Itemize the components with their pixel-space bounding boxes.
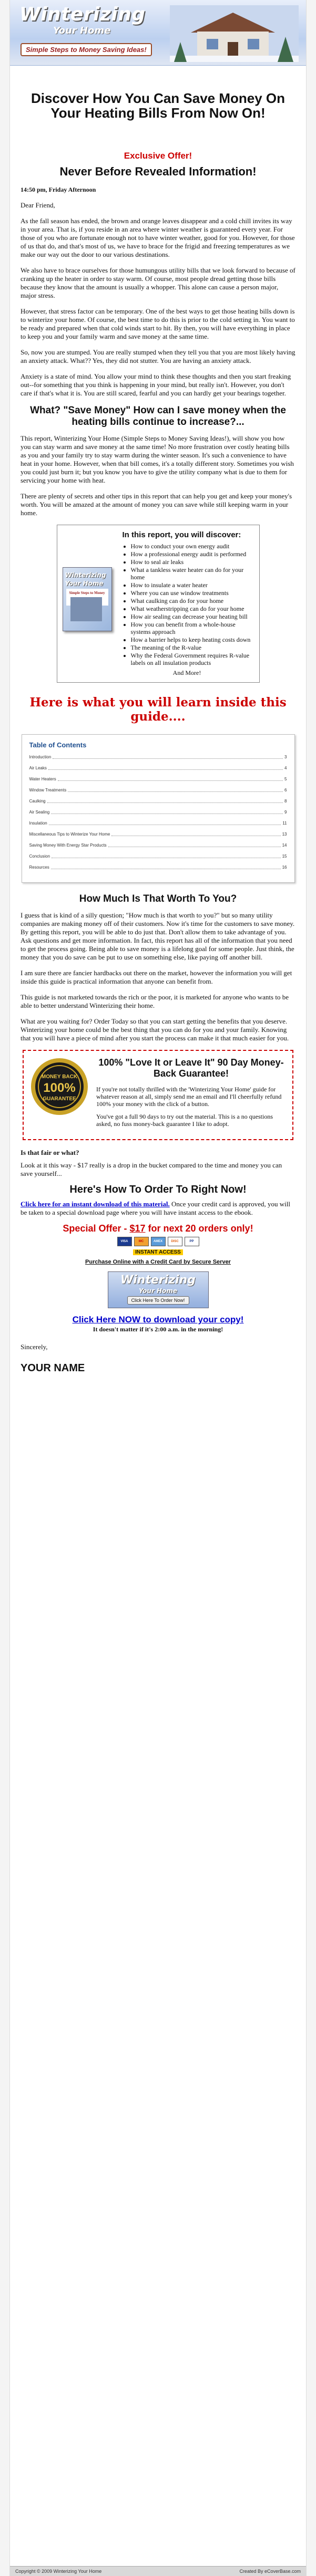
toc-row: [29, 810, 287, 815]
toc-page: 16: [282, 865, 287, 870]
logo-word: Winterizing: [19, 4, 146, 25]
ebook-subtitle: Simple Steps to Money: [66, 589, 108, 606]
ebook-cover-image: [63, 567, 115, 677]
seal-top-text: MONEY BACK: [41, 1074, 78, 1080]
discover-box: [57, 525, 260, 683]
mastercard-icon: MC: [134, 1237, 149, 1246]
toc-row: [29, 766, 287, 771]
report-paragraph: This report, Winterizing Your Home (Simple Steps to Money Saving Ideas!), will show you how you can stay warm and save money at the same time! No more frustration over costly heating bills as you and your family try to stay warm during the winter season. It's such a convenience to have heat in your home. However, when that bill comes, it's a totally different story. Sometimes you wish you could just burn it; but you know you have to give the utility company what is due to them for servicing your home with heat.: [21, 434, 294, 484]
instant-access-badge: [21, 1247, 295, 1257]
toc-entry: Insulation: [29, 821, 47, 826]
intro-paragraph: As the fall season has ended, the brown and orange leaves disappear and a cold chill invites its way in your area. That is, if you reside in an area where winter weather is guaranteed every year. For those of you who are fortunate enough not to have winter weather, good for you. However, for those of us that do, and that's most of us, we have to brace for the frigid and freezing temperatures as we make our way out the door to our various destinations.: [21, 217, 295, 258]
discover-item: • What caulking can do for your home: [131, 597, 252, 604]
toc-page: 13: [282, 832, 287, 837]
discover-item: • What weatherstripping can do for your home: [131, 605, 252, 612]
toc-page: 11: [282, 821, 287, 826]
toc-leader: [111, 832, 280, 836]
order-heading: Here's How To Order To Right Now!: [69, 1184, 247, 1195]
toc-row: [29, 799, 287, 804]
guarantee-paragraph: If you're not totally thrilled with the 'Winterizing Your Home' guide for whatever reason at all, simply send me an email and I'll cheerfully refund 100% your money with the click of a button.: [96, 1086, 282, 1108]
intro-paragraph: However, that stress factor can be temporary. One of the best ways to get those heating bills down is to winterize your home. Of course, the best time to do this is prior to the cold setting in. You want to be ready and prepared when that cold winds start to hit. By then, you will have everything in place to keep you and your family warm and save money at the same time.: [21, 307, 295, 340]
visa-icon: VISA: [117, 1237, 132, 1246]
discover-item: • How you can benefit from a whole-house systems approach: [131, 621, 252, 635]
paypal-icon: PP: [185, 1237, 199, 1246]
special-suffix: for next 20 orders only!: [145, 1223, 253, 1234]
amex-icon: AMEX: [151, 1237, 166, 1246]
toc-entry: Conclusion: [29, 854, 50, 859]
guarantee-text: [96, 1057, 286, 1133]
worth-paragraph: I am sure there are fancier hardbacks out there on the market, however the information you will get inside this guide is practical information that anyone can benefit from.: [21, 969, 292, 985]
toc-row: [29, 777, 287, 782]
toc-leader: [49, 821, 281, 825]
intro-paragraph: So, now you are stumped. You are really stumped when they tell you that you are most likely having an anxiety attack. What?? Yes, they did not stutter. You are having an anxiety attack.: [21, 348, 295, 364]
seal-bottom-text: GUARANTEE: [43, 1096, 76, 1102]
toc-page: 14: [282, 843, 287, 848]
toc-row: [29, 854, 287, 859]
toc-entry: Caulking: [29, 799, 46, 804]
toc-page: 9: [284, 810, 287, 815]
toc-page: 3: [284, 755, 287, 759]
discover-item: • Why the Federal Government requires R-value labels on all insulation products: [131, 652, 252, 666]
worth-heading: How Much Is That Worth To You?: [79, 893, 237, 904]
instant-download-link[interactable]: Click here for an instant download of this material.: [21, 1200, 170, 1208]
toc-page: 15: [282, 854, 287, 859]
order-text: Once your credit card is approved, you will be taken to a special download page where you will have instant access to the ebook.: [21, 1200, 290, 1216]
special-offer: [21, 1224, 295, 1233]
drop-in-bucket: Look at it this way - $17 really is a drop in the bucket compared to the time and money you can save yourself...: [21, 1161, 282, 1177]
discover-item: • How a barrier helps to keep heating costs down: [131, 636, 252, 643]
discover-section: [21, 525, 295, 683]
guarantee-seal-icon: [30, 1057, 89, 1116]
toc-page: 8: [284, 799, 287, 804]
discover-item: • How air sealing can decrease your heating bill: [131, 613, 252, 620]
learn-heading: Here is what you will learn inside this guide....: [29, 695, 287, 724]
discover-item: • Where you can use window treatments: [131, 589, 252, 597]
worth-paragraph: What are you waiting for? Order Today so that you can start getting the benefits that you deserve. Winterizing your home could be the best thing that you can do for you and your family. Knowing that you will have a piece of mind after you start the process can make it that much easier for you.: [21, 1017, 289, 1042]
payment-cards: [21, 1237, 295, 1246]
toc-page: 6: [284, 788, 287, 792]
special-price: $17: [129, 1223, 146, 1234]
discover-list: [123, 543, 252, 666]
toc-entry: Air Leaks: [29, 766, 47, 770]
created-by: Created By eCoverBase.com: [239, 2569, 301, 2574]
worth-paragraph: I guess that is kind of a silly question; "How much is that worth to you?" but so many utility companies are making money off of their customers. Now it's time for the customers to save money. By getting this report, you will be able to do just that. Don't allow them to take advantage of you. Ask questions and get more information. In fact, this report has all of the information that you need to get the process going. Being able to save money is a lifelong goal for some people. Just think, the money that you do save can be put to use on something else, like paying off another bill.: [21, 911, 295, 961]
ebook-cover: [63, 567, 112, 631]
toc-page: 4: [284, 766, 287, 770]
exclusive-offer: Exclusive Offer!: [124, 151, 192, 161]
fair-question: Is that fair or what?: [21, 1149, 79, 1156]
discover-item: • How to seal air leaks: [131, 558, 252, 566]
instant-access-label: INSTANT ACCESS: [133, 1249, 183, 1255]
guarantee-box: [23, 1050, 293, 1140]
order-banner-logo: Winterizing: [120, 1274, 196, 1287]
worth-paragraph: This guide is not marketed towards the rich or the poor, it is marketed for anyone who wants to be able to better understand Winterizing their home.: [21, 993, 289, 1009]
toc-title: Table of Contents: [29, 741, 87, 749]
toc-entry: Miscellaneous Tips to Winterize Your Home: [29, 832, 110, 837]
toc-entry: Window Treatments: [29, 788, 67, 792]
toc-leader: [58, 777, 283, 781]
toc-row: [29, 788, 287, 793]
toc-row: [29, 755, 287, 760]
sincerely: Sincerely,: [21, 1343, 48, 1351]
toc-leader: [52, 854, 281, 858]
toc-leader: [47, 799, 283, 803]
discover-item: • How a professional energy audit is performed: [131, 550, 252, 558]
report-paragraph: There are plenty of secrets and other tips in this report that can help you get and keep your money's worth. You will be amazed at the amount of money you can save while still keeping warm in your home.: [21, 492, 292, 517]
sales-page: [9, 0, 307, 2576]
discover-more: And More!: [172, 669, 201, 676]
guarantee-paragraph: You've got a full 90 days to try out the material. This is a no questions asked, no fuss money-back guarantee I like to adopt.: [96, 1113, 273, 1128]
content: [10, 66, 306, 1372]
toc-entry: Saving Money With Energy Star Products: [29, 843, 107, 848]
discover-item: • What a tankless water heater can do for your home: [131, 566, 252, 581]
toc-row: [29, 821, 287, 826]
ebook-house-icon: [70, 597, 102, 621]
toc-leader: [108, 843, 281, 847]
discover-title: In this report, you will discover:: [122, 530, 241, 539]
special-prefix: Special Offer -: [63, 1223, 130, 1234]
toc-page: 5: [284, 777, 287, 781]
header-banner: [10, 0, 306, 66]
logo-sub: Your Home: [53, 25, 111, 36]
toc-entry: Water Heaters: [29, 777, 56, 781]
order-banner-sub: Your Home: [139, 1287, 177, 1295]
doesnt-matter-note: It doesn't matter if it's 2:00 a.m. in the morning!: [93, 1326, 223, 1333]
ebook-title: Winterizing Your Home: [65, 571, 106, 587]
purchase-online-text: Purchase Online with a Credit Card by Secure Server: [85, 1259, 231, 1265]
order-now-button[interactable]: Click Here To Order Now!: [127, 1296, 189, 1305]
intro-paragraph: Anxiety is a state of mind. You allow your mind to think these thoughts and then you start freaking out--for something that you think is happening in your mind, but really isn't. However, you don't care if that's what it is. You are still scared, fearful and you can hardly get your bearings together.: [21, 372, 291, 397]
copyright: Copyright © 2009 Winterizing Your Home: [15, 2569, 102, 2574]
page-headline: Discover How You Can Save Money On Your Heating Bills From Now On!: [30, 90, 286, 121]
order-banner[interactable]: [108, 1271, 209, 1308]
seal-mid-text: 100%: [43, 1081, 76, 1095]
tagline: Simple Steps to Money Saving Ideas!: [21, 43, 152, 56]
toc-leader: [48, 766, 283, 770]
discover-item: • The meaning of the R-value: [131, 644, 252, 651]
click-now-line: [21, 1316, 295, 1324]
intro-paragraph: We also have to brace ourselves for those humungous utility bills that we look forward to because of cranking up the heater in order to stay warm. Of course, most people dread getting those bills because they know that the amount is usually a whopper. This alone can cause a person major, major stress.: [21, 266, 295, 299]
toc-entry: Air Sealing: [29, 810, 50, 815]
guarantee-title: 100% "Love It or Leave It" 90 Day Money-Back Guarantee!: [98, 1057, 284, 1079]
logo: [19, 4, 155, 37]
subheadline: Never Before Revealed Information!: [59, 165, 257, 178]
toc-row: [29, 843, 287, 848]
footer: [10, 2566, 306, 2576]
toc-row: [29, 832, 287, 837]
signature-name: YOUR NAME: [21, 1362, 85, 1374]
toc-leader: [68, 788, 283, 792]
discover-card-icon: DISC: [168, 1237, 182, 1246]
discover-content: [123, 530, 252, 677]
toc-leader: [53, 755, 283, 759]
dateline: 14:50 pm, Friday Afternoon: [21, 186, 96, 193]
discover-item: • How to insulate a water heater: [131, 581, 252, 589]
house-image: [170, 5, 299, 62]
toc-row: [29, 865, 287, 870]
greeting: Dear Friend,: [21, 201, 55, 209]
download-copy-link[interactable]: Click Here NOW to download your copy!: [72, 1315, 244, 1324]
toc-entry: Resources: [29, 865, 49, 870]
toc-leader: [51, 865, 281, 869]
discover-item: • How to conduct your own energy audit: [131, 543, 252, 550]
toc-leader: [51, 810, 283, 814]
toc-entry: Introduction: [29, 755, 52, 759]
section-heading-save-money: What? "Save Money" How can I save money when the heating bills continue to increase?...: [30, 405, 286, 427]
order-paragraph: [21, 1200, 295, 1217]
table-of-contents: [22, 734, 295, 883]
